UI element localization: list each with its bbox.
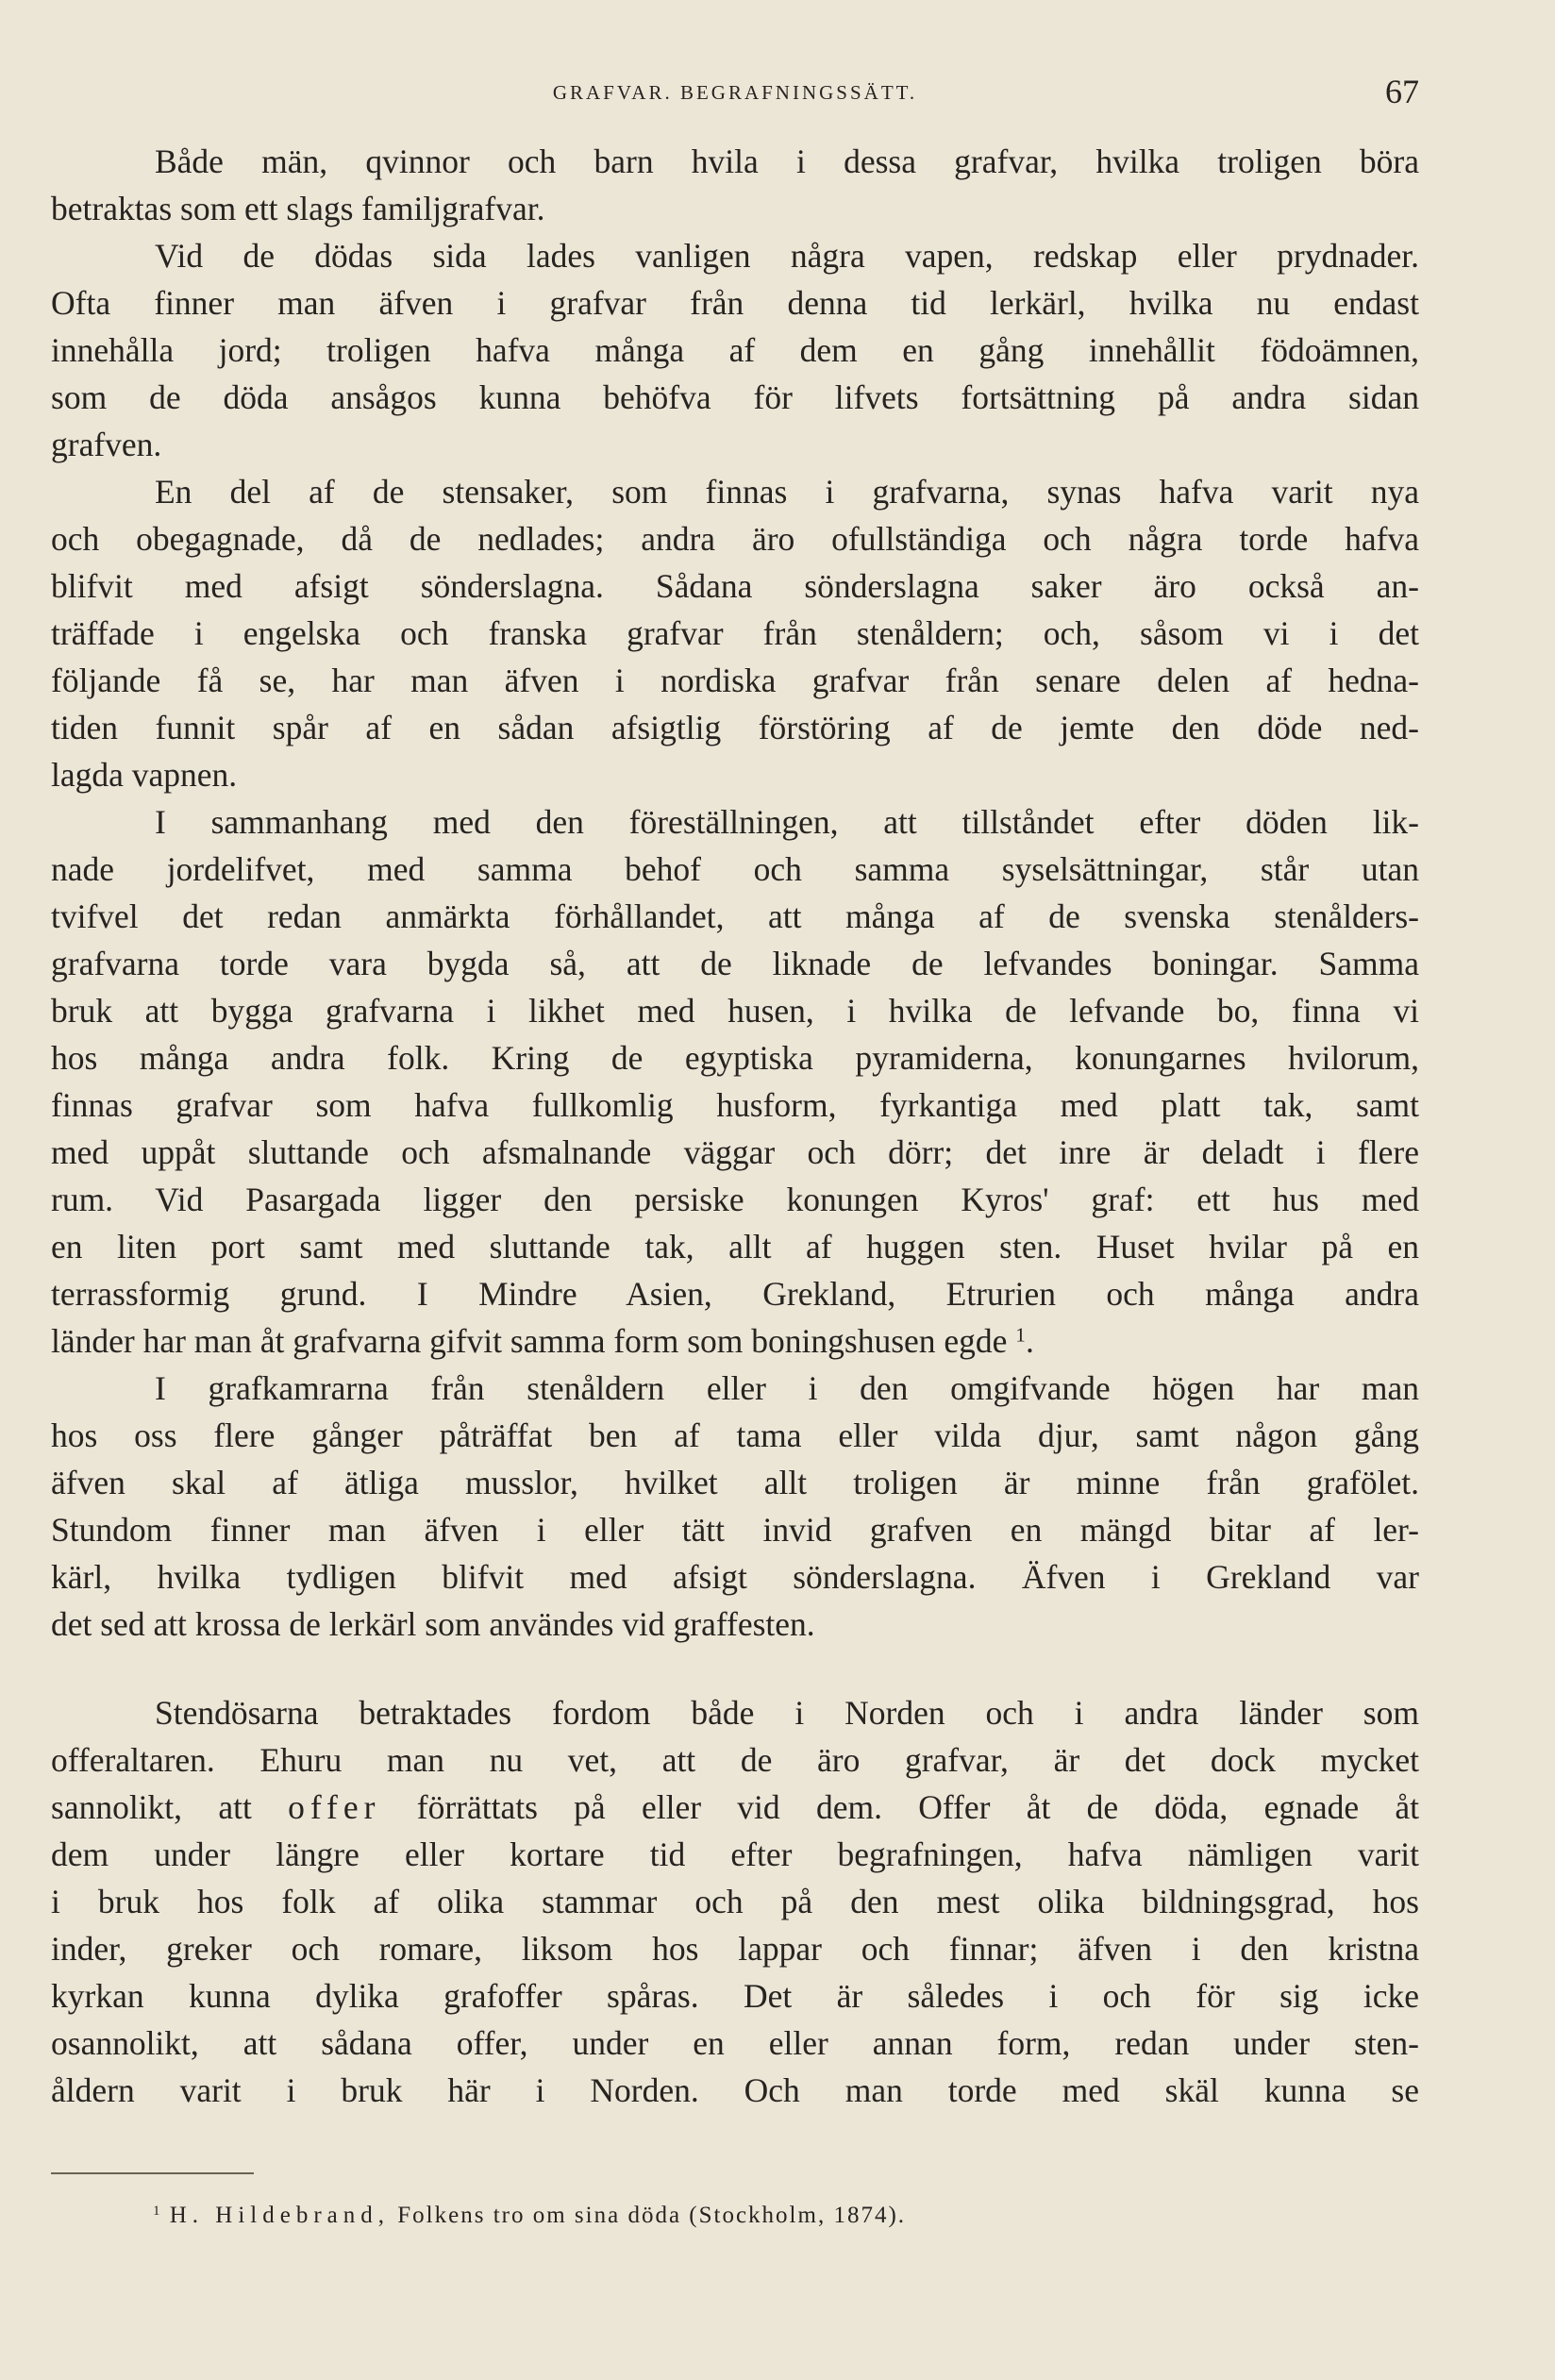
text-line: i bruk hos folk af olika stammar och på den mest olika bildningsgrad, hos	[51, 1883, 1419, 1920]
footnote-author: H. Hildebrand,	[169, 2203, 391, 2228]
text-line: nade jordelifvet, med samma behof och samma syselsättningar, står utan	[51, 850, 1419, 888]
text-line: det sed att krossa de lerkärl som användes vid graffesten.	[51, 1605, 815, 1643]
text-line: grafvarna torde vara bygda så, att de liknade de lefvandes boningar. Samma	[51, 945, 1419, 982]
running-title: GRAFVAR. BEGRAFNINGSSÄTT.	[552, 81, 918, 104]
text-line: offeraltaren. Ehuru man nu vet, att de äro grafvar, är det dock mycket	[51, 1741, 1419, 1779]
text-line: hos många andra folk. Kring de egyptiska pyramiderna, konungarnes hvilorum,	[51, 1039, 1419, 1077]
text-line: och obegagnade, då de nedlades; andra äro ofullständiga och några torde hafva	[51, 520, 1419, 558]
text-line: Stundom finner man äfven i eller tätt invid grafven en mängd bitar af ler-	[51, 1511, 1419, 1549]
footnote-reference: 1	[1015, 1323, 1026, 1347]
text-line: terrassformig grund. I Mindre Asien, Grekland, Etrurien och många andra	[51, 1275, 1419, 1313]
text-line: blifvit med afsigt sönderslagna. Sådana sönderslagna saker äro också an-	[51, 567, 1419, 605]
section-gap	[51, 1648, 1419, 1689]
text-line: innehålla jord; troligen hafva många af dem en gång innehållit födoämnen,	[51, 331, 1419, 369]
text-line: hos oss flere gånger påträffat ben af tama eller vilda djur, samt någon gång	[51, 1416, 1419, 1454]
text-line: lagda vapnen.	[51, 756, 238, 794]
text-line: betraktas som ett slags familjgrafvar.	[51, 190, 545, 227]
text-segment: förrättats på eller vid dem. Offer åt de döda, egnade åt	[416, 1788, 1420, 1826]
emphasized-word: offer	[288, 1788, 381, 1826]
text-line: bruk att bygga grafvarna i likhet med husen, i hvilka de lefvande bo, finna vi	[51, 992, 1419, 1030]
text-line: åldern varit i bruk här i Norden. Och man torde med skäl kunna se	[51, 2071, 1419, 2109]
text-line: äfven skal af ätliga musslor, hvilket allt troligen är minne från grafölet.	[51, 1464, 1419, 1501]
text-line: med uppåt sluttande och afsmalnande väggar och dörr; det inre är deladt i flere	[51, 1133, 1419, 1171]
text-line: I grafkamrarna från stenåldern eller i den omgifvande högen har man	[155, 1369, 1419, 1407]
text-line: Ofta finner man äfven i grafvar från denna tid lerkärl, hvilka nu endast	[51, 284, 1419, 322]
text-line: Stendösarna betraktades fordom både i Norden och i andra länder som	[155, 1694, 1419, 1732]
page-number: 67	[1385, 73, 1419, 110]
body-text	[51, 138, 1419, 2114]
text-line: kärl, hvilka tydligen blifvit med afsigt sönderslagna. Äfven i Grekland var	[51, 1558, 1419, 1596]
footnote-text: Folkens tro om sina döda (Stockholm, 1874).	[397, 2203, 907, 2228]
text-line: följande få se, har man äfven i nordiska grafvar från senare delen af hedna-	[51, 662, 1419, 699]
text-line: som de döda ansågos kunna behöfva för lifvets fortsättning på andra sidan	[51, 378, 1419, 416]
text-line: En del af de stensaker, som finnas i grafvarna, synas hafva varit nya	[155, 473, 1419, 511]
text-line: inder, greker och romare, liksom hos lappar och finnar; äfven i den kristna	[51, 1930, 1419, 1968]
text-line: finnas grafvar som hafva fullkomlig husform, fyrkantiga med platt tak, samt	[51, 1086, 1419, 1124]
page-header	[51, 72, 1419, 113]
text-line: I sammanhang med den föreställningen, att tillståndet efter döden lik-	[155, 803, 1419, 841]
text-line: en liten port samt med sluttande tak, allt af huggen sten. Huset hvilar på en	[51, 1228, 1419, 1265]
text-line: tvifvel det redan anmärkta förhållandet, att många af de svenska stenålders-	[51, 897, 1419, 935]
footnote-reference-period: .	[1025, 1322, 1034, 1360]
footnote	[153, 2203, 906, 2229]
text-segment: sannolikt, att	[51, 1788, 252, 1826]
text-line: tiden funnit spår af en sådan afsigtlig förstöring af de jemte den döde ned-	[51, 709, 1419, 746]
text-line: träffade i engelska och franska grafvar från stenåldern; och, såsom vi i det	[51, 614, 1419, 652]
footnote-divider	[51, 2172, 254, 2174]
text-line	[51, 1317, 1419, 1365]
text-line: dem under längre eller kortare tid efter begrafningen, hafva nämligen varit	[51, 1835, 1419, 1873]
text-line: Vid de dödas sida lades vanligen några vapen, redskap eller prydnader.	[155, 237, 1419, 275]
text-line: kyrkan kunna dylika grafoffer spåras. Det är således i och för sig icke	[51, 1977, 1419, 2015]
text-line: grafven.	[51, 426, 162, 463]
text-line	[51, 1784, 1419, 1831]
text-line-content: länder har man åt grafvarna gifvit samma form som boningshusen egde	[51, 1322, 1008, 1360]
text-line: rum. Vid Pasargada ligger den persiske konungen Kyros' graf: ett hus med	[51, 1181, 1419, 1218]
text-line: osannolikt, att sådana offer, under en eller annan form, redan under sten-	[51, 2024, 1419, 2062]
text-line: Både män, qvinnor och barn hvila i dessa grafvar, hvilka troligen böra	[155, 142, 1419, 180]
footnote-marker: 1	[153, 2203, 162, 2219]
